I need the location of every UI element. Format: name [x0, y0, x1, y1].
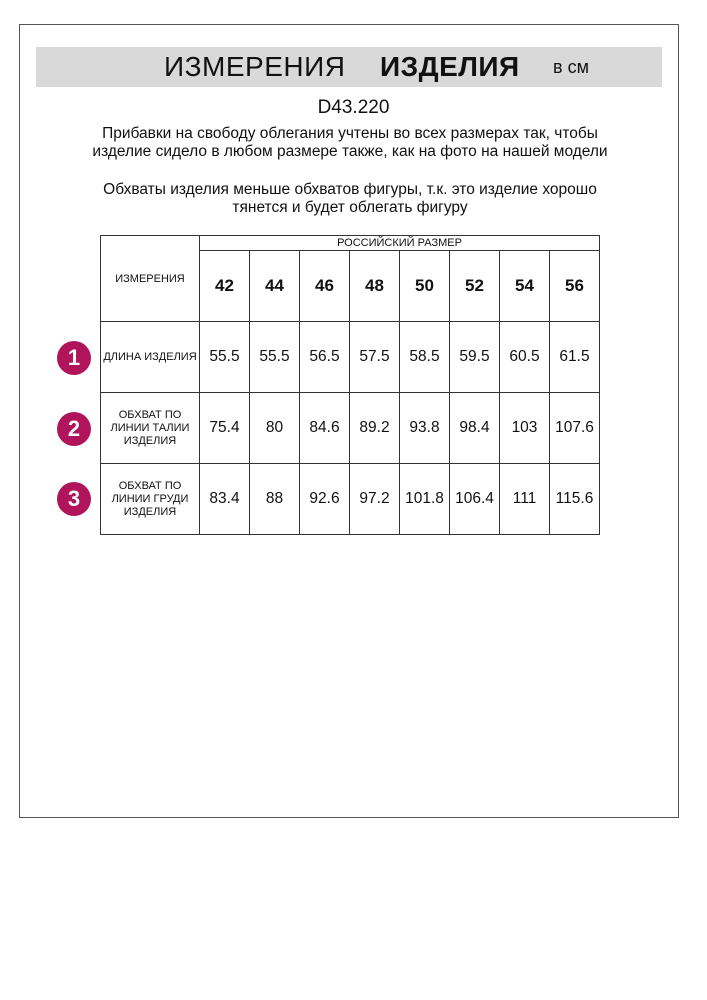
table-cell: 103 [500, 393, 550, 464]
size-header: 44 [250, 251, 300, 322]
size-header: 56 [550, 251, 600, 322]
size-group-header: РОССИЙСКИЙ РАЗМЕР [200, 236, 600, 251]
size-header: 52 [450, 251, 500, 322]
table-cell: 89.2 [350, 393, 400, 464]
size-header: 42 [200, 251, 250, 322]
table-cell: 107.6 [550, 393, 600, 464]
table-row [101, 393, 600, 464]
size-header: 50 [400, 251, 450, 322]
title-units: в см [553, 57, 589, 77]
table-cell: 57.5 [350, 322, 400, 393]
size-header: 48 [350, 251, 400, 322]
table-cell: 75.4 [200, 393, 250, 464]
table-cell: 93.8 [400, 393, 450, 464]
table-row [101, 464, 600, 535]
table-cell: 83.4 [200, 464, 250, 535]
header-banner [36, 47, 662, 87]
table-cell: 88 [250, 464, 300, 535]
table-cell: 58.5 [400, 322, 450, 393]
stretch-note: Обхваты изделия меньше обхватов фигуры, т.к. это изделие хорошо тянется и будет облегать фигуру [103, 181, 597, 216]
table-cell: 59.5 [450, 322, 500, 393]
table-cell: 97.2 [350, 464, 400, 535]
table-cell: 115.6 [550, 464, 600, 535]
number-badge-1: 1 [57, 341, 91, 375]
table-cell: 61.5 [550, 322, 600, 393]
title-measurements: ИЗМЕРЕНИЯ [164, 51, 346, 82]
table-cell: 80 [250, 393, 300, 464]
table-cell: 92.6 [300, 464, 350, 535]
table-cell: 60.5 [500, 322, 550, 393]
number-badge-3: 3 [57, 482, 91, 516]
row-label-waist: ОБХВАТ ПО ЛИНИИ ТАЛИИ ИЗДЕЛИЯ [101, 393, 200, 464]
size-header: 54 [500, 251, 550, 322]
row-label-length: ДЛИНА ИЗДЕЛИЯ [101, 322, 200, 393]
number-badge-2: 2 [57, 412, 91, 446]
measurements-header: ИЗМЕРЕНИЯ [101, 236, 200, 322]
table-cell: 84.6 [300, 393, 350, 464]
size-table [100, 235, 600, 535]
table-cell: 55.5 [250, 322, 300, 393]
fit-allowance-note: Прибавки на свободу облегания учтены во всех размерах так, чтобы изделие сидело в любом размере также, как на фото на нашей модели [92, 125, 608, 160]
title-product: ИЗДЕЛИЯ [380, 51, 520, 82]
table-cell: 106.4 [450, 464, 500, 535]
table-cell: 56.5 [300, 322, 350, 393]
table-cell: 98.4 [450, 393, 500, 464]
table-row [101, 322, 600, 393]
row-label-chest: ОБХВАТ ПО ЛИНИИ ГРУДИ ИЗДЕЛИЯ [101, 464, 200, 535]
size-header: 46 [300, 251, 350, 322]
table-cell: 55.5 [200, 322, 250, 393]
table-cell: 101.8 [400, 464, 450, 535]
table-cell: 111 [500, 464, 550, 535]
product-code: D43.220 [317, 97, 390, 118]
